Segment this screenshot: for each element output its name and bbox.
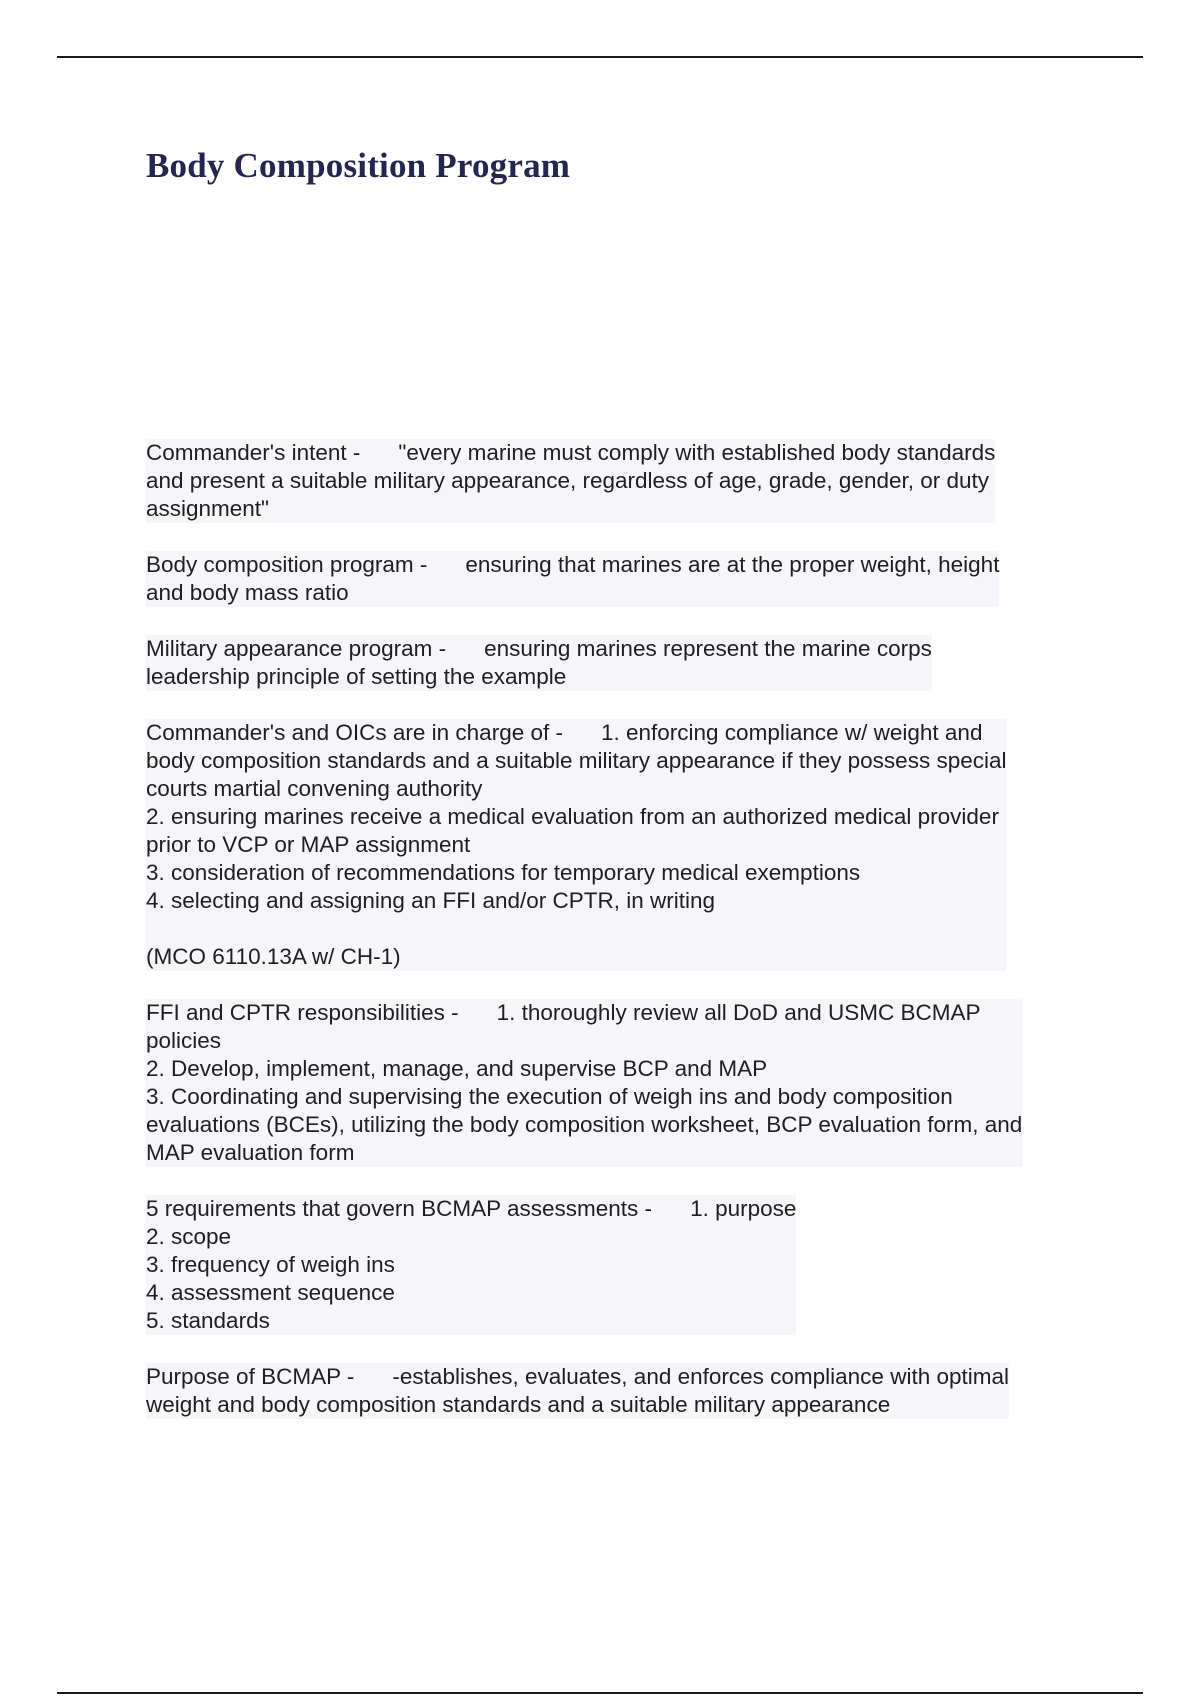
card-definition-line: 4. assessment sequence: [146, 1280, 395, 1305]
card-definition-line: ensuring that marines are at the proper weight, height: [465, 552, 1000, 577]
card-definition-line: 1. enforcing compliance w/ weight and: [600, 720, 983, 745]
page-title: Body Composition Program: [146, 146, 571, 185]
card-term: Commander's intent -: [146, 440, 361, 465]
flashcard: [146, 999, 1022, 1167]
flashcard: [146, 1195, 796, 1335]
card-definition-line: 3. Coordinating and supervising the execution of weigh ins and body composition: [146, 1084, 953, 1109]
card-definition-line: -establishes, evaluates, and enforces compliance with optimal: [392, 1364, 1009, 1389]
card-definition-line: 2. ensuring marines receive a medical evaluation from an authorized medical provider: [146, 804, 999, 829]
card-term: Body composition program -: [146, 552, 428, 577]
card-definition-line: 4. selecting and assigning an FFI and/or CPTR, in writing: [146, 888, 716, 913]
card-definition-line: ensuring marines represent the marine corps: [484, 636, 932, 661]
card-definition-line: prior to VCP or MAP assignment: [146, 832, 471, 857]
card-definition-line: "every marine must comply with established body standards: [398, 440, 996, 465]
card-definition-line: 1. thoroughly review all DoD and USMC BCMAP: [496, 1000, 981, 1025]
card-definition-line: 2. scope: [146, 1224, 232, 1249]
card-definition-line: (MCO 6110.13A w/ CH-1): [146, 944, 401, 969]
flashcard: [146, 1363, 1009, 1419]
card-term: 5 requirements that govern BCMAP assessments -: [146, 1196, 653, 1221]
card-definition-line: leadership principle of setting the example: [146, 664, 567, 689]
flashcard: [146, 551, 999, 607]
card-definition-line: 5. standards: [146, 1308, 270, 1333]
card-definition-line: body composition standards and a suitable military appearance if they possess special: [146, 748, 1007, 773]
card-definition-line: 3. frequency of weigh ins: [146, 1252, 395, 1277]
card-definition-line: 1. purpose: [690, 1196, 797, 1221]
flashcard: [146, 635, 932, 691]
card-term: Commander's and OICs are in charge of -: [146, 720, 563, 745]
flashcard: [146, 439, 995, 523]
top-rule: [57, 56, 1143, 58]
card-definition-line: [146, 915, 1006, 943]
card-term: Purpose of BCMAP -: [146, 1364, 355, 1389]
flashcard-list: [146, 439, 1096, 1447]
bottom-rule: [57, 1692, 1143, 1694]
card-definition-line: and body mass ratio: [146, 580, 349, 605]
card-definition-line: evaluations (BCEs), utilizing the body composition worksheet, BCP evaluation form, and: [146, 1112, 1023, 1137]
card-definition-line: weight and body composition standards and a suitable military appearance: [146, 1392, 891, 1417]
card-term: FFI and CPTR responsibilities -: [146, 1000, 459, 1025]
card-term: Military appearance program -: [146, 636, 447, 661]
card-definition-line: 3. consideration of recommendations for temporary medical exemptions: [146, 860, 861, 885]
card-definition-line: and present a suitable military appearance, regardless of age, grade, gender, or duty: [146, 468, 990, 493]
card-definition-line: courts martial convening authority: [146, 776, 483, 801]
card-definition-line: policies: [146, 1028, 222, 1053]
card-definition-line: 2. Develop, implement, manage, and supervise BCP and MAP: [146, 1056, 768, 1081]
card-definition-line: MAP evaluation form: [146, 1140, 355, 1165]
card-definition-line: assignment": [146, 496, 270, 521]
flashcard: [146, 719, 1006, 971]
